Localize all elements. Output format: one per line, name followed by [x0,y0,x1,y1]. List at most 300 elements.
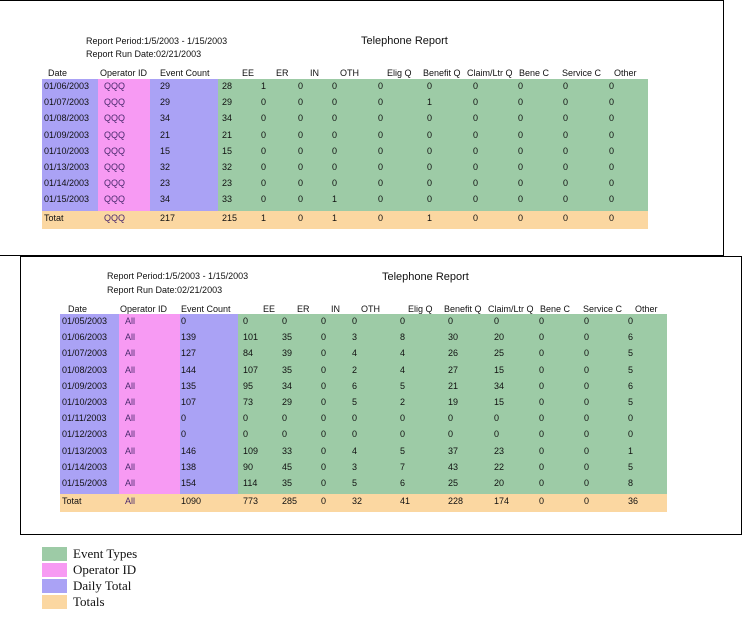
report-period: Report Period:1/5/2003 - 1/15/2003 [107,271,249,281]
cell-claim-ltr-q: 0 [473,162,479,172]
cell-claim-ltr-q: 0 [473,97,479,108]
cell-operator-id: All [125,348,136,359]
cell-event-count: 138 [181,461,197,472]
cell-other: 5 [628,364,634,375]
cell-other: 0 [609,81,615,91]
cell-operator-id: QQQ [104,178,126,189]
cell-event-count: 1090 [181,496,202,507]
cell-date: 01/08/2003 [44,113,90,124]
cell-event-count: 146 [181,445,197,456]
telephone-report-all [20,256,742,535]
cell-claim-ltr-q: 174 [494,496,510,507]
cell-benefit-q: 27 [448,364,459,375]
cell-in: 0 [321,348,327,359]
cell-service-c: 0 [584,380,590,391]
cell-date: 01/10/2003 [44,145,90,156]
report-title: Telephone Report [361,35,448,47]
cell-date: 01/13/2003 [44,162,90,172]
cell-elig-q: 41 [400,496,411,507]
cell-other: 0 [609,129,615,140]
cell-claim-ltr-q: 25 [494,348,505,359]
cell-ee: 21 [222,129,233,140]
cell-benefit-q: 25 [448,478,459,488]
cell-ee: 215 [222,212,238,223]
cell-benefit-q: 0 [427,81,433,91]
legend-swatch [42,563,67,577]
cell-operator-id: All [125,496,136,507]
header-in: IN [310,68,319,78]
cell-bene-c: 0 [539,397,545,407]
cell-ee: 15 [222,145,233,156]
legend-item-daily-total [42,578,137,594]
cell-date: 01/05/2003 [62,316,108,326]
header-service-c: Service C [562,68,602,78]
cell-other: 5 [628,461,634,472]
cell-ee: 107 [243,364,259,375]
cell-claim-ltr-q: 34 [494,380,505,391]
cell-in: 0 [321,445,327,456]
cell-er: 0 [282,413,288,424]
cell-er: 33 [282,445,293,456]
cell-er: 0 [261,162,267,172]
cell-bene-c: 0 [518,81,524,91]
cell-other: 5 [628,348,634,359]
cell-in: 0 [321,413,327,424]
cell-operator-id: All [125,332,136,343]
cell-ee: 28 [222,81,233,91]
cell-er: 0 [261,178,267,189]
header-oth: OTH [361,304,380,314]
cell-elig-q: 0 [378,97,384,108]
header-event-count: Event Count [160,68,210,78]
cell-benefit-q: 0 [448,413,454,424]
cell-event-count: 21 [160,129,171,140]
header-event-count: Event Count [181,304,231,314]
header-other: Other [635,304,658,314]
cell-event-count: 34 [160,113,171,124]
cell-event-count: 0 [181,413,187,424]
cell-oth: 5 [352,397,358,407]
cell-benefit-q: 0 [427,145,433,156]
cell-event-count: 0 [181,429,187,440]
cell-bene-c: 0 [539,332,545,343]
cell-service-c: 0 [563,178,569,189]
header-benefit-q: Benefit Q [423,68,461,78]
cell-benefit-q: 0 [427,113,433,124]
cell-event-count: 15 [160,145,171,156]
cell-oth: 1 [332,194,338,205]
cell-other: 36 [628,496,639,507]
cell-bene-c: 0 [539,478,545,488]
cell-in: 0 [321,332,327,343]
cell-date: 01/14/2003 [62,461,108,472]
cell-bene-c: 0 [539,429,545,440]
cell-operator-id: QQQ [104,81,126,91]
cell-service-c: 0 [584,397,590,407]
cell-service-c: 0 [584,496,590,507]
cell-event-count: 34 [160,194,171,205]
cell-bene-c: 0 [539,413,545,424]
cell-benefit-q: 1 [427,97,433,108]
header-operator-id: Operator ID [100,68,148,78]
cell-oth: 4 [352,445,358,456]
cell-ee: 73 [243,397,254,407]
cell-service-c: 0 [563,162,569,172]
cell-er: 1 [261,81,267,91]
cell-er: 0 [261,97,267,108]
cell-service-c: 0 [584,429,590,440]
cell-elig-q: 0 [378,81,384,91]
cell-benefit-q: 0 [448,429,454,440]
cell-date: 01/15/2003 [44,194,90,205]
legend-label: Operator ID [73,562,137,577]
cell-other: 0 [628,316,634,326]
cell-date: 01/15/2003 [62,478,108,488]
header-oth: OTH [340,68,359,78]
cell-er: 0 [261,194,267,205]
cell-bene-c: 0 [518,178,524,189]
cell-benefit-q: 37 [448,445,459,456]
cell-event-count: 0 [181,316,187,326]
cell-service-c: 0 [584,332,590,343]
cell-in: 0 [298,97,304,108]
cell-ee: 29 [222,97,233,108]
cell-ee: 109 [243,445,259,456]
cell-er: 29 [282,397,293,407]
cell-oth: 3 [352,332,358,343]
cell-date: 01/09/2003 [44,129,90,140]
cell-service-c: 0 [584,478,590,488]
cell-service-c: 0 [563,129,569,140]
cell-operator-id: All [125,364,136,375]
cell-date: 01/08/2003 [62,364,108,375]
header-benefit-q: Benefit Q [444,304,482,314]
cell-oth: 0 [332,145,338,156]
cell-other: 6 [628,332,634,343]
cell-in: 0 [298,194,304,205]
cell-bene-c: 0 [518,194,524,205]
cell-service-c: 0 [584,348,590,359]
cell-benefit-q: 0 [448,316,454,326]
cell-other: 5 [628,397,634,407]
cell-er: 34 [282,380,293,391]
cell-benefit-q: 30 [448,332,459,343]
cell-date: 01/06/2003 [44,81,90,91]
report-title: Telephone Report [382,271,469,283]
cell-service-c: 0 [563,194,569,205]
cell-oth: 0 [332,97,338,108]
cell-service-c: 0 [563,81,569,91]
event-types-band [218,79,648,211]
cell-event-count: 32 [160,162,171,172]
cell-claim-ltr-q: 0 [494,429,500,440]
cell-service-c: 0 [584,445,590,456]
cell-elig-q: 0 [378,113,384,124]
cell-benefit-q: 43 [448,461,459,472]
cell-date: Totat [62,496,82,507]
header-er: ER [297,304,310,314]
cell-elig-q: 0 [400,429,406,440]
cell-date: 01/07/2003 [44,97,90,108]
cell-date: 01/10/2003 [62,397,108,407]
cell-oth: 0 [332,129,338,140]
cell-benefit-q: 0 [427,162,433,172]
cell-operator-id: QQQ [104,162,126,172]
cell-event-count: 217 [160,212,176,223]
header-elig-q: Elig Q [387,68,412,78]
cell-operator-id: QQQ [104,194,126,205]
cell-date: 01/14/2003 [44,178,90,189]
cell-ee: 0 [243,413,249,424]
cell-oth: 3 [352,461,358,472]
cell-elig-q: 0 [378,178,384,189]
cell-date: 01/11/2003 [62,413,107,424]
cell-er: 0 [282,429,288,440]
header-elig-q: Elig Q [408,304,433,314]
cell-oth: 0 [332,113,338,124]
cell-ee: 34 [222,113,233,124]
cell-claim-ltr-q: 0 [473,81,479,91]
cell-other: 1 [628,445,634,456]
cell-bene-c: 0 [539,445,545,456]
cell-other: 0 [609,194,615,205]
header-date: Date [48,68,68,78]
header-ee: EE [242,68,255,78]
cell-date: 01/07/2003 [62,348,108,359]
cell-benefit-q: 21 [448,380,459,391]
legend-label: Event Types [73,546,138,561]
cell-date: Totat [44,212,64,223]
cell-oth: 0 [332,162,338,172]
header-er: ER [276,68,289,78]
header-bene-c: Bene C [519,68,550,78]
cell-elig-q: 7 [400,461,406,472]
cell-elig-q: 5 [400,445,406,456]
cell-other: 0 [628,413,634,424]
cell-claim-ltr-q: 0 [473,113,479,124]
cell-in: 0 [298,212,304,223]
cell-service-c: 0 [584,413,590,424]
cell-bene-c: 0 [539,364,545,375]
cell-er: 0 [261,145,267,156]
cell-claim-ltr-q: 20 [494,478,505,488]
cell-in: 0 [321,364,327,375]
cell-bene-c: 0 [539,348,545,359]
cell-elig-q: 0 [400,316,406,326]
cell-in: 0 [321,380,327,391]
legend-item-operator-id [42,562,137,578]
cell-oth: 2 [352,364,358,375]
cell-in: 0 [321,496,327,507]
cell-claim-ltr-q: 0 [473,212,479,223]
header-in: IN [331,304,340,314]
cell-claim-ltr-q: 15 [494,364,505,375]
cell-claim-ltr-q: 20 [494,332,505,343]
cell-claim-ltr-q: 0 [473,194,479,205]
header-claim-ltr-q: Claim/Ltr Q [467,68,513,78]
cell-other: 0 [609,97,615,108]
cell-operator-id: All [125,478,136,488]
legend-swatch [42,595,67,609]
cell-service-c: 0 [563,212,569,223]
cell-bene-c: 0 [539,461,545,472]
header-date: Date [68,304,88,314]
totals-band [60,494,667,512]
cell-claim-ltr-q: 0 [473,178,479,189]
cell-bene-c: 0 [539,496,545,507]
cell-oth: 32 [352,496,363,507]
report-run-date: Report Run Date:02/21/2003 [86,49,202,59]
legend-swatch [42,579,67,593]
header-operator-id: Operator ID [120,304,168,314]
cell-elig-q: 0 [378,145,384,156]
cell-other: 6 [628,380,634,391]
cell-service-c: 0 [584,316,590,326]
cell-er: 35 [282,478,293,488]
cell-service-c: 0 [563,113,569,124]
cell-elig-q: 0 [378,194,384,205]
cell-er: 39 [282,348,293,359]
cell-claim-ltr-q: 15 [494,397,505,407]
cell-claim-ltr-q: 23 [494,445,505,456]
cell-claim-ltr-q: 0 [473,145,479,156]
cell-oth: 0 [332,178,338,189]
cell-ee: 95 [243,380,254,391]
cell-elig-q: 6 [400,478,406,488]
cell-er: 45 [282,461,293,472]
cell-elig-q: 2 [400,397,406,407]
cell-claim-ltr-q: 0 [494,413,500,424]
header-ee: EE [263,304,276,314]
cell-other: 0 [609,212,615,223]
cell-bene-c: 0 [518,162,524,172]
cell-ee: 101 [243,332,259,343]
cell-event-count: 154 [181,478,197,488]
cell-ee: 0 [243,316,249,326]
cell-date: 01/09/2003 [62,380,108,391]
cell-in: 0 [321,397,327,407]
cell-operator-id: All [125,429,136,440]
cell-benefit-q: 0 [427,178,433,189]
cell-in: 0 [298,178,304,189]
cell-oth: 4 [352,348,358,359]
cell-in: 0 [321,478,327,488]
cell-other: 0 [609,178,615,189]
cell-bene-c: 0 [518,113,524,124]
cell-ee: 0 [243,429,249,440]
cell-benefit-q: 1 [427,212,433,223]
cell-event-count: 23 [160,178,171,189]
cell-er: 0 [261,129,267,140]
cell-in: 0 [298,145,304,156]
header-other: Other [614,68,637,78]
cell-other: 8 [628,478,634,488]
cell-ee: 33 [222,194,233,205]
cell-elig-q: 8 [400,332,406,343]
cell-claim-ltr-q: 22 [494,461,505,472]
cell-event-count: 29 [160,97,171,108]
cell-elig-q: 0 [400,413,406,424]
cell-er: 1 [261,212,267,223]
cell-date: 01/12/2003 [62,429,108,440]
cell-operator-id: All [125,445,136,456]
legend-label: Daily Total [73,578,132,593]
cell-er: 35 [282,332,293,343]
cell-operator-id: QQQ [104,129,126,140]
cell-er: 0 [261,113,267,124]
cell-operator-id: All [125,461,136,472]
legend-label: Totals [73,594,105,609]
cell-elig-q: 4 [400,348,406,359]
cell-event-count: 139 [181,332,197,343]
cell-event-count: 135 [181,380,197,391]
legend-item-totals [42,594,137,610]
cell-in: 0 [321,429,327,440]
cell-ee: 90 [243,461,254,472]
cell-other: 0 [609,162,615,172]
cell-er: 285 [282,496,298,507]
cell-operator-id: QQQ [104,113,126,124]
cell-ee: 114 [243,478,258,488]
report-run-date: Report Run Date:02/21/2003 [107,285,223,295]
cell-oth: 0 [352,316,358,326]
cell-elig-q: 0 [378,212,384,223]
header-bene-c: Bene C [540,304,571,314]
cell-oth: 0 [352,413,358,424]
legend-swatch [42,547,67,561]
cell-elig-q: 0 [378,162,384,172]
cell-operator-id: QQQ [104,212,126,223]
cell-claim-ltr-q: 0 [473,129,479,140]
cell-service-c: 0 [584,364,590,375]
cell-benefit-q: 0 [427,194,433,205]
cell-in: 0 [298,81,304,91]
cell-service-c: 0 [563,97,569,108]
cell-operator-id: QQQ [104,145,126,156]
cell-elig-q: 4 [400,364,406,375]
cell-in: 0 [321,461,327,472]
cell-oth: 0 [352,429,358,440]
cell-other: 0 [609,113,615,124]
legend-item-event-types [42,546,137,562]
cell-oth: 5 [352,478,358,488]
cell-bene-c: 0 [539,316,545,326]
cell-bene-c: 0 [518,145,524,156]
cell-in: 0 [321,316,327,326]
header-service-c: Service C [583,304,623,314]
header-claim-ltr-q: Claim/Ltr Q [488,304,534,314]
color-legend [42,546,137,610]
cell-event-count: 127 [181,348,197,359]
cell-elig-q: 5 [400,380,406,391]
cell-oth: 6 [352,380,358,391]
cell-in: 0 [298,113,304,124]
cell-bene-c: 0 [518,212,524,223]
totals-band [42,211,648,229]
cell-operator-id: All [125,397,136,407]
cell-operator-id: All [125,316,136,326]
cell-date: 01/13/2003 [62,445,108,456]
cell-operator-id: QQQ [104,97,126,108]
cell-operator-id: All [125,380,136,391]
cell-service-c: 0 [584,461,590,472]
cell-ee: 84 [243,348,254,359]
cell-ee: 32 [222,162,233,172]
cell-oth: 0 [332,81,338,91]
cell-elig-q: 0 [378,129,384,140]
cell-in: 0 [298,129,304,140]
cell-in: 0 [298,162,304,172]
